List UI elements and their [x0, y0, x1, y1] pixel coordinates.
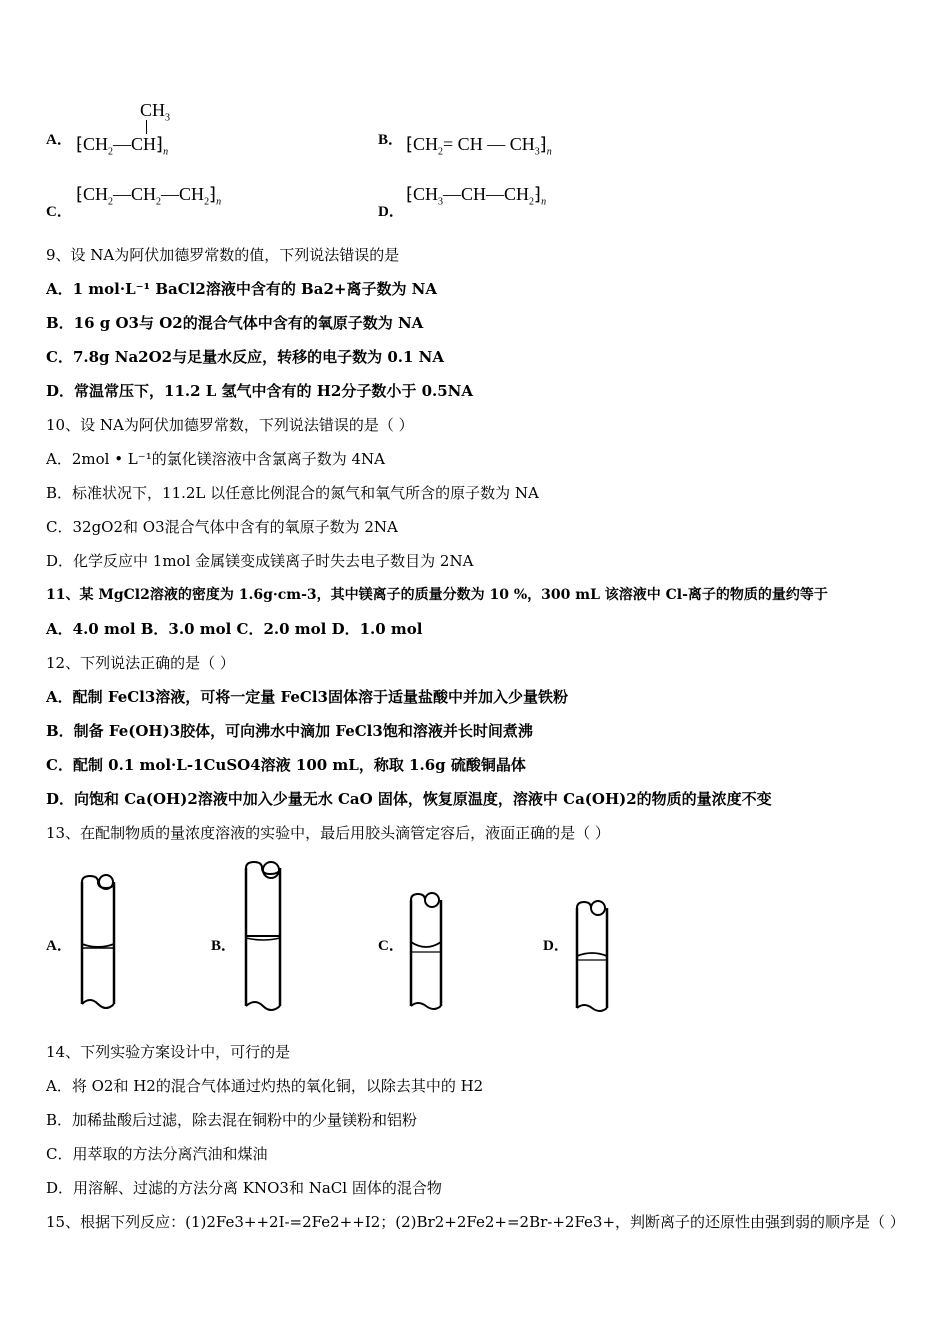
q8-option-c-formula: $⁅CH_2—CH_2—CH_2⁆_n$: [76, 184, 222, 208]
q10-option-a: A．2mol • L⁻¹的氯化镁溶液中含氯离子数为 4NA: [46, 450, 385, 468]
q13-tube-b-image: [240, 858, 286, 1018]
q9-stem: 9、设 NA为阿伏加德罗常数的值，下列说法错误的是: [46, 246, 400, 264]
q13-stem: 13、在配制物质的量浓度溶液的实验中，最后用胶头滴管定容后，液面正确的是（ ）: [46, 824, 610, 842]
q12-option-d: D．向饱和 Ca(OH)2溶液中加入少量无水 CaO 固体，恢复原温度，溶液中 Ca(OH)2的物质的量浓度不变: [46, 790, 772, 808]
q8-option-d-formula: $⁅CH_3—CH—CH_2⁆_n$: [406, 184, 547, 208]
q9-option-b: B．16 g O3与 O2的混合气体中含有的氧原子数为 NA: [46, 314, 424, 332]
q13-tube-c-image: [406, 890, 446, 1016]
q8-option-c-label: C．: [46, 204, 72, 220]
q13-tube-a-image: [76, 872, 120, 1016]
q10-option-d: D．化学反应中 1mol 金属镁变成镁离子时失去电子数目为 2NA: [46, 552, 474, 570]
q12-option-c: C．配制 0.1 mol·L-1CuSO4溶液 100 mL，称取 1.6g 硫酸铜晶体: [46, 756, 526, 774]
q9-option-c: C．7.8g Na2O2与足量水反应，转移的电子数为 0.1 NA: [46, 348, 445, 366]
q13-option-b-label: B．: [211, 938, 237, 954]
q10-option-b: B．标准状况下，11.2L 以任意比例混合的氮气和氧气所含的原子数为 NA: [46, 484, 539, 502]
q12-option-a: A．配制 FeCl3溶液，可将一定量 FeCl3固体溶于适量盐酸中并加入少量铁粉: [46, 688, 568, 706]
q10-stem: 10、设 NA为阿伏加德罗常数，下列说法错误的是（ ）: [46, 416, 414, 434]
q14-option-c: C．用萃取的方法分离汽油和煤油: [46, 1145, 268, 1163]
q10-option-c: C．32gO2和 O3混合气体中含有的氧原子数为 2NA: [46, 518, 398, 536]
q14-stem: 14、下列实验方案设计中，可行的是: [46, 1043, 291, 1061]
q8-option-d-label: D．: [378, 204, 404, 220]
q13-option-a-label: A．: [46, 938, 72, 954]
q14-option-d: D．用溶解、过滤的方法分离 KNO3和 NaCl 固体的混合物: [46, 1179, 442, 1197]
q9-option-a: A．1 mol·L⁻¹ BaCl2溶液中含有的 Ba2+离子数为 NA: [46, 280, 438, 298]
q15-stem: 15、根据下列反应：(1)2Fe3++2I-=2Fe2++I2；(2)Br2+2Fe2+=2Br-+2Fe3+，判断离子的还原性由强到弱的顺序是（ ）: [46, 1213, 905, 1231]
q14-option-a: A．将 O2和 H2的混合气体通过灼热的氧化铜，以除去其中的 H2: [46, 1077, 484, 1095]
q11-options: A．4.0 mol B．3.0 mol C．2.0 mol D．1.0 mol: [46, 620, 423, 638]
q14-option-b: B．加稀盐酸后过滤，除去混在铜粉中的少量镁粉和铝粉: [46, 1111, 418, 1129]
q12-stem: 12、下列说法正确的是（ ）: [46, 654, 235, 672]
q8-option-b-label: B．: [378, 132, 404, 148]
q13-tube-d-image: [572, 898, 612, 1018]
q8-option-b-formula: $⁅CH_2=$ CH — $CH_3⁆_n$: [406, 134, 552, 158]
q8-option-a-label: A．: [46, 132, 72, 148]
q13-option-c-label: C．: [378, 938, 404, 954]
q11-stem: 11、某 MgCl2溶液的密度为 1.6g·cm-3，其中镁离子的质量分数为 10 %，300 mL 该溶液中 Cl-离子的物质的量约等于: [46, 587, 828, 603]
q9-option-d: D．常温常压下，11.2 L 氢气中含有的 H2分子数小于 0.5NA: [46, 382, 474, 400]
q12-option-b: B．制备 Fe(OH)3胶体，可向沸水中滴加 FeCl3饱和溶液并长时间煮沸: [46, 722, 533, 740]
q13-option-d-label: D．: [543, 938, 569, 954]
